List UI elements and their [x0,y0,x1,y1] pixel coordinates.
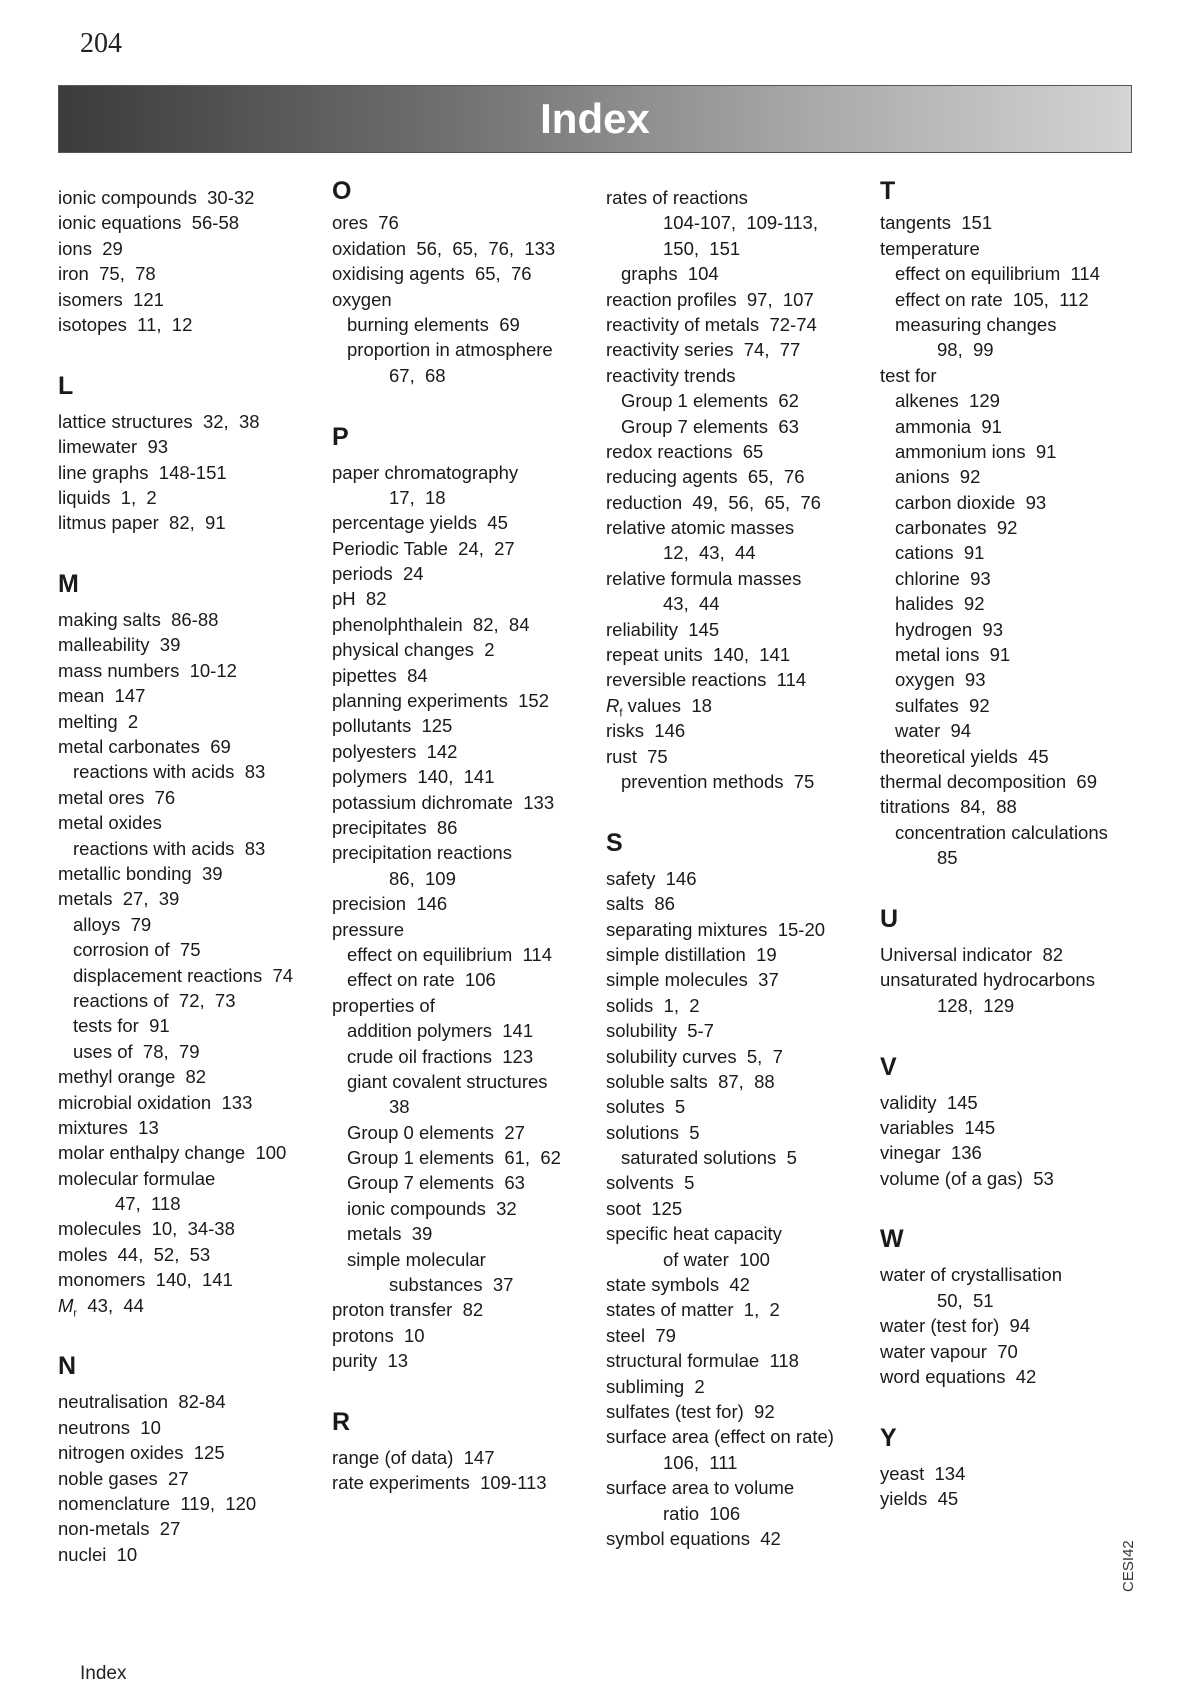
index-entry: potassium dichromate 133 [332,791,555,813]
index-entry: oxidising agents 65, 76 [332,263,532,285]
index-entry: range (of data) 147 [332,1446,495,1468]
index-entry: addition polymers 141 [347,1020,534,1042]
index-entry: burning elements 69 [347,313,520,335]
index-entry: neutrons 10 [58,1416,161,1438]
section-letter-w: W [880,1225,904,1254]
index-entry: percentage yields 45 [332,512,508,534]
index-entry: reactivity series 74, 77 [606,339,801,361]
symbol: R [606,694,620,716]
index-entry: methyl orange 82 [58,1066,207,1088]
index-entry: liquids 1, 2 [58,486,157,508]
index-entry: displacement reactions 74 [73,964,294,986]
index-entry: titrations 84, 88 [880,796,1017,818]
index-entry: oxygen 93 [895,669,986,691]
index-entry: ions 29 [58,237,123,259]
index-entry: non-metals 27 [58,1518,181,1540]
section-letter-l: L [58,371,74,400]
index-entry: relative formula masses [606,567,802,589]
index-entry: solubility 5-7 [606,1020,714,1042]
index-entry: sulfates 92 [895,694,990,716]
index-entry: 86, 109 [389,867,456,889]
index-entry: polyesters 142 [332,740,458,762]
index-entry: water (test for) 94 [880,1315,1031,1337]
index-entry: reactions with acids 83 [73,837,266,859]
section-letter-m: M [58,570,79,599]
index-entry: mass numbers 10-12 [58,659,237,681]
index-entry: polymers 140, 141 [332,766,495,788]
index-entry: isotopes 11, 12 [58,313,193,335]
index-entry: reactivity of metals 72-74 [606,313,817,335]
index-entry: oxygen [332,288,392,310]
page-number: 204 [80,28,122,59]
index-entry: measuring changes [895,313,1057,335]
index-entry: planning experiments 152 [332,690,550,712]
index-entry: metallic bonding 39 [58,862,223,884]
index-entry: states of matter 1, 2 [606,1299,780,1321]
index-entry: oxidation 56, 65, 76, 133 [332,237,556,259]
index-entry: ionic compounds 30-32 [58,187,255,208]
index-entry: solutes 5 [606,1096,686,1118]
index-entry: rust 75 [606,745,668,767]
index-entry: vinegar 136 [880,1142,982,1164]
index-entry: 150, 151 [663,237,741,259]
index-entry: simple molecules 37 [606,969,779,991]
index-entry: test for [880,364,937,386]
index-entry: safety 146 [606,867,697,889]
index-entry: validity 145 [880,1091,978,1113]
index-entry: ionic compounds 32 [347,1197,517,1219]
index-entry: 50, 51 [937,1289,994,1311]
section-spacer [332,388,594,413]
index-entry: sulfates (test for) 92 [606,1400,775,1422]
index-entry: Group 7 elements 63 [621,415,799,437]
index-entry: reactions of 72, 73 [73,989,236,1011]
section-letter-r: R [332,1407,351,1436]
index-entry: metal oxides [58,812,162,834]
index-entry: 38 [389,1096,410,1118]
index-entry: neutralisation 82-84 [58,1391,226,1413]
index-entry: carbon dioxide 93 [895,491,1047,513]
section-spacer [606,794,868,819]
index-entry: simple distillation 19 [606,943,777,965]
section-spacer [332,1374,594,1399]
index-entry: steel 79 [606,1324,676,1346]
index-entry: Universal indicator 82 [880,943,1064,965]
index-entry: temperature [880,237,980,259]
index-entry: 47, 118 [115,1193,181,1215]
index-entry: subliming 2 [606,1375,705,1397]
index-entry: phenolphthalein 82, 84 [332,613,530,635]
index-entry: effect on rate 106 [347,969,496,991]
side-code: CESI42 [1120,1540,1137,1592]
index-entry: prevention methods 75 [621,770,815,792]
index-entry: monomers 140, 141 [58,1269,233,1291]
index-entry: yeast 134 [880,1462,966,1484]
index-entry: limewater 93 [58,436,169,458]
index-entry: microbial oxidation 133 [58,1091,253,1113]
index-entry: saturated solutions 5 [621,1147,797,1169]
index-entry: surface area (effect on rate) [606,1426,834,1448]
index-entry: iron 75, 78 [58,263,156,285]
index-column-1 [58,185,320,1567]
index-entry: nomenclature 119, 120 [58,1492,257,1514]
index-entry: uses of 78, 79 [73,1040,200,1062]
index-entry: Group 1 elements 61, 62 [347,1147,561,1169]
footer-label: Index [80,1663,127,1684]
index-entry: ionic equations 56-58 [58,212,240,234]
section-spacer [58,337,320,362]
section-letter-n: N [58,1352,77,1381]
index-entry: relative atomic masses [606,517,795,539]
index-entry: rate experiments 109-113 [332,1472,547,1494]
index-entry: soluble salts 87, 88 [606,1070,775,1092]
index-entry: 98, 99 [937,339,994,361]
index-entry: Group 1 elements 62 [621,390,799,412]
index-entry: reliability 145 [606,618,720,640]
index-entry: protons 10 [332,1324,425,1346]
index-entry: ores 76 [332,212,399,234]
index-entry: effect on rate 105, 112 [895,288,1089,310]
index-entry: structural formulae 118 [606,1350,799,1372]
index-entry: metals 27, 39 [58,888,180,910]
index-entry: molecules 10, 34-38 [58,1218,235,1240]
index-entry: Group 0 elements 27 [347,1121,525,1143]
index-entry: ratio 106 [663,1502,741,1524]
index-entry: malleability 39 [58,634,181,656]
index-entry: salts 86 [606,893,675,915]
index-entry: moles 44, 52, 53 [58,1243,211,1265]
section-letter-o: O [332,177,352,205]
index-entry: physical changes 2 [332,639,495,661]
section-spacer [880,1389,1142,1414]
index-entry: isomers 121 [58,288,164,310]
index-entry: thermal decomposition 69 [880,770,1097,792]
index-entry: halides 92 [895,593,985,615]
index-entry: nitrogen oxides 125 [58,1442,225,1464]
index-entry: reversible reactions 114 [606,669,807,691]
section-letter-u: U [880,904,899,933]
index-entry [606,693,868,718]
index-entry: cations 91 [895,542,985,564]
index-entry: tests for 91 [73,1015,170,1037]
index-entry: giant covalent structures [347,1070,548,1092]
section-spacer [880,1191,1142,1216]
index-entry: graphs 104 [621,263,719,285]
index-entry: substances 37 [389,1274,514,1296]
index-entry: yields 45 [880,1488,959,1510]
section-letter-v: V [880,1052,897,1081]
section-spacer [58,536,320,561]
index-entry: pH 82 [332,588,387,610]
index-entry: simple molecular [347,1248,486,1270]
section-spacer [880,1018,1142,1043]
index-entry: water vapour 70 [880,1340,1018,1362]
index-entry: specific heat capacity [606,1223,782,1245]
section-letter-y: Y [880,1423,897,1452]
index-entry: effect on equilibrium 114 [895,263,1100,285]
index-entry: metal carbonates 69 [58,736,231,758]
index-column-4 [880,177,1142,1512]
index-entry: making salts 86-88 [58,609,219,631]
index-entry: separating mixtures 15-20 [606,918,826,940]
index-entry: alkenes 129 [895,390,1000,412]
index-entry: 85 [937,847,958,869]
index-entry: 128, 129 [937,994,1015,1016]
entry-text: 43, 44 [77,1294,144,1316]
index-entry: Group 7 elements 63 [347,1172,525,1194]
index-entry: 43, 44 [663,593,720,615]
index-entry: metal ores 76 [58,786,176,808]
index-entry: water of crystallisation [880,1264,1062,1286]
index-entry: 104-107, 109-113, [663,212,818,234]
index-entry: crude oil fractions 123 [347,1045,534,1067]
index-entry: chlorine 93 [895,567,991,589]
index-entry: volume (of a gas) 53 [880,1167,1054,1189]
index-entry: repeat units 140, 141 [606,644,791,666]
page-title: Index [540,95,650,142]
index-entry: unsaturated hydrocarbons [880,969,1095,991]
index-entry: paper chromatography [332,461,519,483]
index-entry: word equations 42 [880,1366,1037,1388]
index-entry: ammonium ions 91 [895,440,1057,462]
section-letter-s: S [606,828,623,857]
index-entry: ammonia 91 [895,415,1002,437]
index-entry: alloys 79 [73,913,152,935]
index-entry: reactions with acids 83 [73,761,266,783]
index-entry: solids 1, 2 [606,994,700,1016]
index-entry: reaction profiles 97, 107 [606,288,814,310]
index-entry: solvents 5 [606,1172,695,1194]
index-entry: anions 92 [895,466,981,488]
index-column-3 [606,185,868,1551]
section-spacer [880,871,1142,896]
index-entry: state symbols 42 [606,1274,750,1296]
index-entry: 17, 18 [389,486,446,508]
index-entry: nuclei 10 [58,1543,138,1565]
index-entry: redox reactions 65 [606,440,764,462]
index-entry: mixtures 13 [58,1116,159,1138]
index-entry: purity 13 [332,1350,409,1372]
index-title-bar [58,85,1132,153]
index-entry: metal ions 91 [895,644,1011,666]
index-entry: soot 125 [606,1197,683,1219]
index-entry: periods 24 [332,563,424,585]
index-entry: corrosion of 75 [73,939,201,961]
index-entry: hydrogen 93 [895,618,1004,640]
entry-text: values 18 [622,694,712,716]
index-entry: noble gases 27 [58,1467,189,1489]
index-entry: solubility curves 5, 7 [606,1045,783,1067]
index-entry [58,1293,320,1318]
index-entry: concentration calculations [895,821,1108,843]
index-entry: precipitates 86 [332,816,458,838]
index-entry: 67, 68 [389,364,446,386]
index-entry: litmus paper 82, 91 [58,512,226,534]
index-entry: Periodic Table 24, 27 [332,537,515,559]
index-entry: risks 146 [606,720,686,742]
index-column-2 [332,177,594,1496]
index-entry: reduction 49, 56, 65, 76 [606,491,821,513]
section-letter-p: P [332,422,349,451]
index-entry: tangents 151 [880,212,993,234]
section-letter-t: T [880,177,896,205]
index-entry: of water 100 [663,1248,770,1270]
index-entry: pollutants 125 [332,715,453,737]
section-spacer [58,1318,320,1343]
index-entry: water 94 [895,720,972,742]
index-entry: molar enthalpy change 100 [58,1142,287,1164]
index-entry: reactivity trends [606,364,736,386]
index-entry: rates of reactions [606,187,748,208]
index-entry: metals 39 [347,1223,433,1245]
index-entry: precipitation reactions [332,842,512,864]
index-entry: effect on equilibrium 114 [347,943,552,965]
index-entry: reducing agents 65, 76 [606,466,805,488]
index-entry: properties of [332,994,435,1016]
index-entry: proton transfer 82 [332,1299,484,1321]
symbol-subscript: f [619,707,623,720]
index-entry: variables 145 [880,1116,996,1138]
index-entry: pressure [332,918,404,940]
index-entry: symbol equations 42 [606,1527,781,1549]
index-entry: pipettes 84 [332,664,428,686]
index-entry: carbonates 92 [895,517,1018,539]
index-entry: line graphs 148-151 [58,461,227,483]
index-entry: surface area to volume [606,1477,795,1499]
symbol-subscript: r [73,1307,78,1320]
index-entry: molecular formulae [58,1167,216,1189]
index-entry: precision 146 [332,893,448,915]
index-entry: proportion in atmosphere [347,339,553,361]
index-entry: mean 147 [58,685,146,707]
symbol: M [58,1294,74,1316]
index-entry: 12, 43, 44 [663,542,756,564]
index-entry: solutions 5 [606,1121,700,1143]
index-entry: 106, 111 [663,1451,738,1473]
index-entry: theoretical yields 45 [880,745,1049,767]
index-entry: melting 2 [58,710,139,732]
index-entry: lattice structures 32, 38 [58,410,260,432]
